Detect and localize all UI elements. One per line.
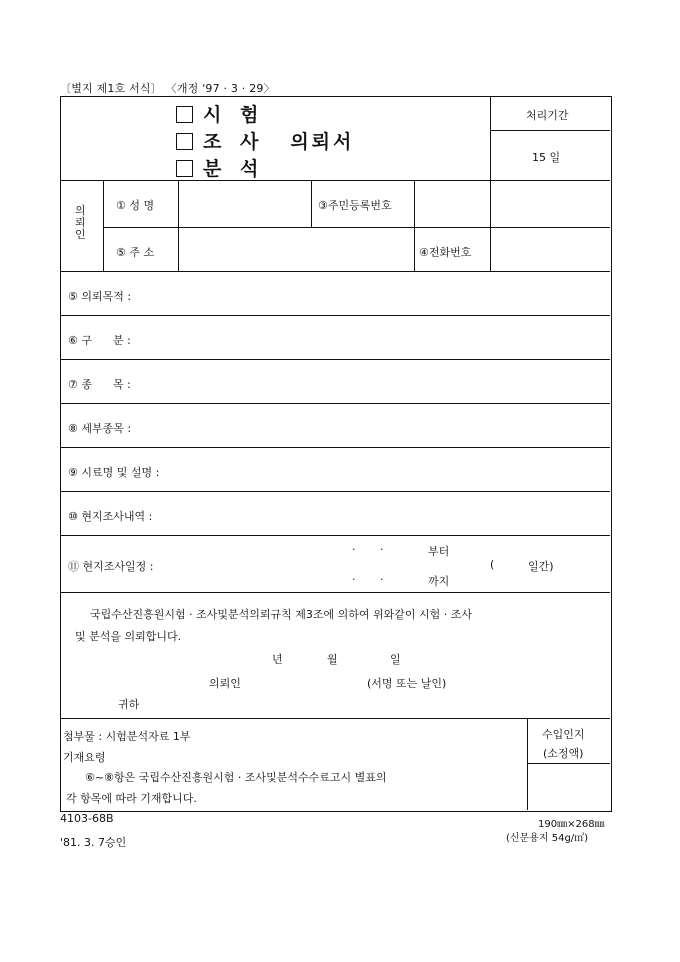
- reg-number-label: ③주민등록번호: [318, 199, 392, 212]
- applicant-group-label: 의뢰인: [75, 204, 86, 241]
- revenue-stamp-label: 수입인지: [542, 728, 585, 741]
- requester-label: 의뢰인: [209, 677, 241, 690]
- sub-item-row[interactable]: ⑧ 세부종목 :: [68, 422, 132, 435]
- approval-date: '81. 3. 7승인: [60, 836, 127, 849]
- address-input[interactable]: [180, 229, 412, 269]
- processing-period-label: 처리기간: [526, 109, 569, 122]
- paper-type: (신문용지 54g/㎡): [506, 833, 589, 844]
- instructions-heading: 기재요령: [63, 751, 106, 764]
- instructions-text1: ⑥~⑧항은 국립수산진흥원시험 · 조사및분석수수료고시 별표의: [85, 771, 387, 784]
- purpose-row[interactable]: ⑤ 의뢰목적 :: [68, 290, 132, 303]
- schedule-from-date[interactable]: · ·: [352, 543, 384, 556]
- paper-size: 190㎜×268㎜: [538, 819, 605, 830]
- form-code: 4103-68B: [60, 812, 114, 825]
- schedule-paren: (: [490, 558, 495, 571]
- instructions-text2: 각 항목에 따라 기재합니다.: [66, 792, 197, 805]
- schedule-to-date[interactable]: · ·: [352, 573, 384, 586]
- attachment-line: 첨부물 : 시험분석자료 1부: [63, 730, 191, 743]
- revenue-stamp-amount: (소정액): [543, 747, 584, 760]
- declaration-line1: 국립수산진흥원시험 · 조사및분석의뢰규칙 제3조에 의하여 위와같이 시험 · 조사: [90, 608, 472, 621]
- title-suffix: 의뢰서: [290, 131, 355, 153]
- schedule-label: ⑪ 현지조사일정 :: [68, 560, 154, 573]
- reg-number-input[interactable]: [416, 182, 488, 225]
- date-year: 년: [272, 653, 283, 666]
- item-row[interactable]: ⑦ 종 목 :: [68, 378, 131, 391]
- phone-input[interactable]: [492, 229, 608, 269]
- checkbox-analysis[interactable]: [176, 160, 193, 177]
- signature-label[interactable]: (서명 또는 날인): [367, 677, 447, 690]
- checkbox-survey[interactable]: [176, 133, 193, 150]
- sample-row[interactable]: ⑨ 시료명 및 설명 :: [68, 466, 160, 479]
- form-number-note: 〔별지 제1호 서식〕 〈개정 '97 · 3 · 29〉: [60, 82, 275, 95]
- category-row[interactable]: ⑥ 구 분 :: [68, 334, 131, 347]
- address-label: ⑤ 주 소: [116, 246, 155, 259]
- title-option-analysis: 분 석: [176, 154, 264, 181]
- field-survey-row[interactable]: ⑩ 현지조사내역 :: [68, 510, 153, 523]
- title-option-survey: 조 사 의뢰서: [176, 127, 354, 154]
- checkbox-test[interactable]: [176, 106, 193, 123]
- schedule-days: 일간): [528, 560, 554, 573]
- schedule-from-label: 부터: [428, 545, 450, 558]
- title-option-test: 시 험: [176, 100, 264, 127]
- name-label: ① 성 명: [116, 199, 155, 212]
- phone-label: ④전화번호: [419, 246, 472, 259]
- schedule-to-label: 까지: [428, 575, 450, 588]
- name-input[interactable]: [180, 182, 309, 225]
- addressee-label: 귀하: [118, 698, 140, 711]
- date-day: 일: [390, 653, 401, 666]
- processing-period-value: 15 일: [532, 151, 561, 164]
- declaration-line2: 및 분석을 의뢰합니다.: [75, 630, 182, 643]
- revenue-stamp-area[interactable]: [529, 765, 609, 809]
- date-month: 월: [327, 653, 338, 666]
